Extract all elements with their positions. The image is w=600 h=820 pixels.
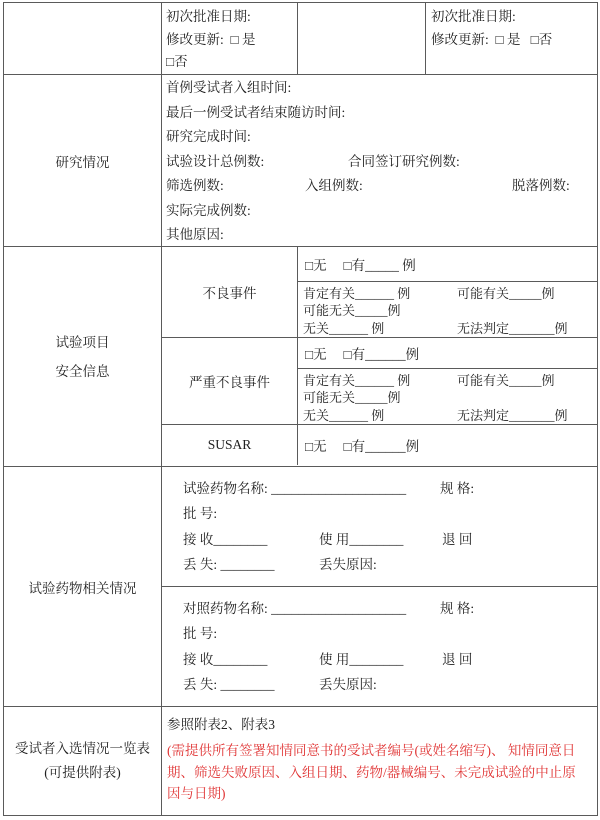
ae-none-or-count: □无 □有_____ 例: [298, 247, 597, 282]
design-and-contract-counts: [166, 150, 597, 175]
test-drug-receive-field: 接 收________: [183, 531, 268, 547]
test-drug-batch-label: 批 号:: [183, 506, 218, 521]
susar-none-or-count: □无 □有______例: [305, 439, 420, 454]
form-table: [3, 2, 598, 816]
ae-detail-line1: [303, 285, 597, 303]
contract-cases: 合同签订研究例数:: [348, 153, 460, 169]
serious-adverse-event-header: [162, 338, 298, 424]
adverse-event-label: 不良事件: [202, 286, 257, 301]
susar-label: SUSAR: [207, 437, 252, 452]
test-drug-loss-line: [183, 552, 597, 578]
control-drug-batch-label: 批 号:: [183, 626, 218, 641]
ae-unrelated: 无关______ 例: [303, 320, 385, 336]
sae-definitely-related: 肯定有关______ 例: [303, 372, 411, 388]
actual-completed-cases: 实际完成例数:: [166, 202, 251, 218]
serious-adverse-event-label: 严重不良事件: [189, 375, 270, 390]
study-row-header: [4, 75, 162, 246]
ae-definitely-related: 肯定有关______ 例: [303, 285, 411, 301]
control-drug-box: [162, 587, 597, 706]
screened-cases: 筛选例数:: [166, 178, 224, 193]
approval-empty-cell-2: [298, 3, 426, 74]
test-drug-box: [162, 467, 597, 587]
adverse-event-content: [298, 247, 597, 337]
sae-detail-line3: [303, 407, 597, 425]
ae-detail-line3: [303, 320, 597, 338]
sae-unrelated: 无关______ 例: [303, 407, 385, 423]
approval-cell-left: [162, 3, 298, 74]
update-checkbox-yes-left: 修改更新: □ 是: [166, 31, 256, 47]
control-drug-use-field: 使 用________: [319, 651, 404, 667]
susar-row: [162, 425, 597, 465]
sae-detail-line1: [303, 372, 597, 390]
test-drug-spec-label: 规 格:: [440, 480, 475, 496]
subjects-requirement-note: (需提供所有签署知情同意书的受试者编号(或姓名缩写)、 知情同意日期、筛选失败原因、入组日期、药物/器械编号、未完成试验的中止原因与日期): [167, 743, 576, 801]
other-reason: 其他原因:: [166, 227, 224, 242]
sae-possibly-unrelated: 可能无关_____例: [303, 390, 401, 405]
sae-relation-detail: [298, 369, 597, 425]
approval-date-label-left: 初次批准日期:: [166, 9, 251, 24]
sae-none-or-count: □无 □有______例: [298, 338, 597, 369]
safety-label-line2: 安全信息: [55, 363, 110, 379]
screen-enroll-dropout-counts: [166, 174, 597, 199]
susar-header: [162, 425, 298, 465]
sae-detail-line2: [303, 389, 597, 407]
ae-relation-detail: [298, 282, 597, 338]
control-drug-name-line: [183, 596, 597, 622]
control-drug-receive-line: [183, 647, 597, 673]
susar-content: [298, 425, 597, 465]
dropout-cases: 脱落例数:: [512, 178, 570, 193]
enrolled-cases: 入组例数:: [305, 178, 363, 193]
test-drug-loss-field: 丢 失: ________: [183, 557, 275, 572]
control-drug-return-label: 退 回: [442, 651, 473, 667]
design-total-cases: 试验设计总例数:: [166, 153, 265, 169]
control-drug-loss-line: [183, 672, 597, 698]
subjects-content: [162, 707, 597, 815]
study-content: [162, 75, 597, 246]
safety-section-header: [4, 247, 162, 466]
test-drug-receive-line: [183, 527, 597, 553]
subjects-row: [4, 707, 597, 815]
test-drug-loss-reason-label: 丢失原因:: [319, 557, 377, 572]
approval-cell-right: [426, 3, 597, 74]
serious-adverse-event-content: [298, 338, 597, 424]
safety-rows: [162, 247, 597, 466]
test-drug-return-label: 退 回: [442, 531, 473, 547]
drug-section: [4, 467, 597, 707]
first-subject-enroll-time: 首例受试者入组时间:: [166, 80, 292, 95]
sae-undeterminable: 无法判定_______例: [457, 407, 568, 423]
study-label: 研究情况: [55, 154, 110, 170]
study-completion-time: 研究完成时间:: [166, 129, 251, 144]
drug-content: [162, 467, 597, 706]
sae-possibly-related: 可能有关_____例: [457, 372, 555, 388]
control-drug-receive-field: 接 收________: [183, 651, 268, 667]
appendix-reference: 参照附表2、附表3: [167, 717, 275, 732]
adverse-event-header: [162, 247, 298, 337]
subjects-label-line1: 受试者入选情况一览表: [15, 741, 150, 756]
adverse-event-row: [162, 247, 597, 338]
subjects-row-header: [4, 707, 162, 815]
subjects-label-line2: (可提供附表): [44, 765, 121, 780]
approval-date-label-right: 初次批准日期:: [431, 9, 516, 24]
drug-section-header: [4, 467, 162, 706]
test-drug-name-line: [183, 476, 597, 502]
safety-section: [4, 247, 597, 467]
control-drug-name-field: 对照药物名称: ____________________: [183, 600, 407, 616]
serious-adverse-event-row: [162, 338, 597, 425]
ae-possibly-related: 可能有关_____例: [457, 285, 555, 301]
control-drug-loss-field: 丢 失: ________: [183, 677, 275, 692]
safety-label-line1: 试验项目: [55, 334, 110, 350]
last-subject-followup-time: 最后一例受试者结束随访时间:: [166, 104, 346, 120]
update-checkbox-no-left: □否: [166, 54, 188, 69]
approval-empty-cell-1: [4, 3, 162, 74]
drug-section-label: 试验药物相关情况: [28, 580, 137, 596]
ae-undeterminable: 无法判定_______例: [457, 320, 568, 336]
test-drug-name-field: 试验药物名称: ____________________: [183, 480, 407, 496]
approval-row: [4, 3, 597, 75]
ae-detail-line2: [303, 302, 597, 320]
update-checkboxes-right: 修改更新: □ 是 □否: [431, 31, 553, 47]
control-drug-loss-reason-label: 丢失原因:: [319, 677, 377, 692]
control-drug-spec-label: 规 格:: [440, 600, 475, 616]
study-row: [4, 75, 597, 247]
test-drug-use-field: 使 用________: [319, 531, 404, 547]
ae-possibly-unrelated: 可能无关_____例: [303, 303, 401, 318]
